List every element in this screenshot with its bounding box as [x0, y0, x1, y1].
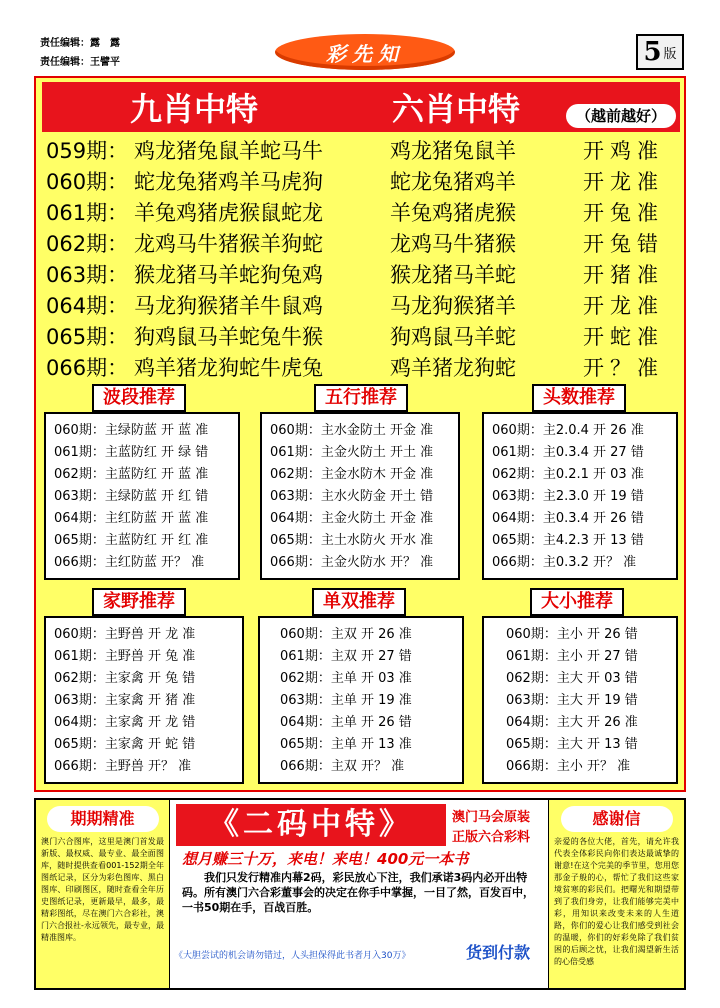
- section-row: 062期：主单 开 03 准: [280, 671, 412, 686]
- section-row: 066期：主双 开？ 准: [280, 759, 405, 774]
- page-number: [636, 34, 684, 70]
- six-zodiac-pick: 龙鸡马牛猪猴: [390, 232, 516, 256]
- section-row: 060期：主小 开 26 错: [506, 627, 638, 642]
- section-row: 065期：主蓝防红 开 红 准: [54, 533, 209, 548]
- six-zodiac-pick: 蛇龙兔猪鸡羊: [390, 170, 516, 194]
- section-box-head-number: [482, 412, 678, 580]
- section-title-head-number: 头数推荐: [532, 384, 626, 412]
- period-label: 064期：: [46, 294, 129, 318]
- advert-side-line: 正版六合彩料: [452, 830, 531, 845]
- section-box-five-elements: [260, 412, 460, 580]
- section-row: 060期：主双 开 26 准: [280, 627, 412, 642]
- section-row: 063期：主单 开 19 准: [280, 693, 412, 708]
- section-row: 062期：主金水防木 开金 准: [270, 467, 434, 482]
- section-row: 063期：主大 开 19 错: [506, 693, 638, 708]
- section-row: 060期：主野兽 开 龙 准: [54, 627, 196, 642]
- section-row: 062期：主大 开 03 错: [506, 671, 638, 686]
- nine-zodiac-pick: 马龙狗猴猪羊牛鼠鸡: [134, 294, 323, 318]
- section-row: 066期：主红防蓝 开？ 准: [54, 555, 205, 570]
- section-title-odd-even: 单双推荐: [312, 588, 406, 616]
- nine-zodiac-pick: 狗鸡鼠马羊蛇兔牛猴: [134, 325, 323, 349]
- nine-zodiac-pick: 猴龙猪马羊蛇狗兔鸡: [134, 263, 323, 287]
- section-title-big-small: 大小推荐: [530, 588, 624, 616]
- period-label: 059期：: [46, 139, 129, 163]
- section-row: 064期：主红防蓝 开 蓝 准: [54, 511, 209, 526]
- advert-slogan: 想月赚三十万，来电！来电！400元一本书: [182, 850, 469, 868]
- section-row: 062期：主蓝防红 开 蓝 准: [54, 467, 209, 482]
- cash-on-delivery: 货到付款: [466, 943, 531, 962]
- section-title-domestic-wild: 家野推荐: [92, 588, 186, 616]
- section-box-big-small: [482, 616, 678, 784]
- section-row: 064期：主0.3.4 开 26 错: [492, 511, 644, 526]
- six-zodiac-pick: 羊兔鸡猪虎猴: [390, 201, 516, 225]
- section-row: 064期：主大 开 26 准: [506, 715, 638, 730]
- section-row: 063期：主绿防蓝 开 红 错: [54, 489, 209, 504]
- section-row: 061期：主小 开 27 错: [506, 649, 638, 664]
- section-box-domestic-wild: [44, 616, 244, 784]
- left-info-panel: [36, 800, 170, 988]
- draw-result: 开蛇准: [583, 325, 664, 349]
- section-row: 065期：主4.2.3 开 13 错: [492, 533, 644, 548]
- section-box-odd-even: [258, 616, 464, 784]
- section-row: 065期：主单 开 13 准: [280, 737, 412, 752]
- section-row: 062期：主0.2.1 开 03 准: [492, 467, 644, 482]
- section-box-wave: [44, 412, 240, 580]
- section-row: 066期：主小 开？ 准: [506, 759, 631, 774]
- editor-credits: [40, 34, 120, 72]
- section-row: 060期：主绿防蓝 开 蓝 准: [54, 423, 209, 438]
- six-zodiac-title: 六肖中特: [392, 90, 521, 128]
- draw-result: 开鸡准: [583, 139, 664, 163]
- six-zodiac-pick: 猴龙猪马羊蛇: [390, 263, 516, 287]
- section-row: 062期：主家禽 开 兔 错: [54, 671, 196, 686]
- advert-title: 《二码中特》: [176, 804, 446, 846]
- editor-line: 责任编辑：王譬平: [40, 57, 120, 68]
- section-row: 066期：主野兽 开？ 准: [54, 759, 192, 774]
- six-zodiac-pick: 鸡龙猪兔鼠羊: [390, 139, 516, 163]
- section-row: 063期：主水火防金 开土 错: [270, 489, 434, 504]
- brand-logo: 彩先知: [275, 34, 455, 70]
- period-label: 061期：: [46, 201, 129, 225]
- section-row: 065期：主土水防火 开水 准: [270, 533, 434, 548]
- section-row: 061期：主金火防土 开土 准: [270, 445, 434, 460]
- nine-zodiac-pick: 羊兔鸡猪虎猴鼠蛇龙: [134, 201, 323, 225]
- section-row: 063期：主2.3.0 开 19 错: [492, 489, 644, 504]
- draw-result: 开龙准: [583, 294, 664, 318]
- draw-result: 开？准: [583, 356, 664, 380]
- period-label: 060期：: [46, 170, 129, 194]
- title-banner: [42, 82, 680, 132]
- advert-body: 我们只发行精准内幕2码，彩民放心下注，我们承诺3码内必开出特码。所有澳门六合彩董事会的决定在你手中掌握，一目了然，百发百中，一书50期在手，百战百胜。: [182, 871, 534, 914]
- section-row: 064期：主金火防土 开金 准: [270, 511, 434, 526]
- bottom-advert-area: [34, 798, 686, 990]
- draw-result: 开兔错: [583, 232, 664, 256]
- section-row: 060期：主水金防土 开金 准: [270, 423, 434, 438]
- banner-note: （越前越好）: [566, 104, 676, 128]
- section-title-wave: 波段推荐: [92, 384, 186, 412]
- section-row: 065期：主大 开 13 错: [506, 737, 638, 752]
- page-number-value: 5: [643, 37, 662, 67]
- draw-result: 开兔准: [583, 201, 664, 225]
- nine-zodiac-pick: 鸡龙猪兔鼠羊蛇马牛: [134, 139, 323, 163]
- period-label: 062期：: [46, 232, 129, 256]
- period-label: 065期：: [46, 325, 129, 349]
- nine-zodiac-pick: 龙鸡马牛猪猴羊狗蛇: [134, 232, 323, 256]
- section-row: 061期：主蓝防红 开 绿 错: [54, 445, 209, 460]
- section-row: 066期：主0.3.2 开？ 准: [492, 555, 637, 570]
- section-row: 061期：主野兽 开 兔 准: [54, 649, 196, 664]
- main-prediction-panel: [34, 76, 686, 792]
- advert-footnote: 《大胆尝试的机会请勿错过，人头担保得此书者月入30万》: [174, 951, 411, 961]
- draw-result: 开猪准: [583, 263, 664, 287]
- six-zodiac-pick: 狗鸡鼠马羊蛇: [390, 325, 516, 349]
- six-zodiac-pick: 马龙狗猴猪羊: [390, 294, 516, 318]
- page-number-unit: 版: [663, 46, 677, 62]
- period-label: 063期：: [46, 263, 129, 287]
- nine-zodiac-pick: 鸡羊猪龙狗蛇牛虎兔: [134, 356, 323, 380]
- period-label: 066期：: [46, 356, 129, 380]
- right-panel-title: 感谢信: [561, 806, 673, 832]
- nine-zodiac-title: 九肖中特: [130, 90, 259, 128]
- section-row: 064期：主家禽 开 龙 错: [54, 715, 196, 730]
- section-row: 064期：主单 开 26 错: [280, 715, 412, 730]
- section-row: 061期：主双 开 27 错: [280, 649, 412, 664]
- right-panel-text: 亲爱的各位大佬，首先，请允许我代表全体彩民向你们表达最诚挚的谢意!在这个完美的季节里，您用您那金子般的心，帮忙了我们这些家境贫寒的彩民们。把曙光和期望带到了我们身旁，让我们能够完美中彩，用知识来改变未来的人生道路，你们的爱心让我们感受到社会的温暖，你们的好彩免除了我们贫困的后顾之忧，让我们渴望新生活的心倍受感: [554, 837, 679, 966]
- advert-side-line: 澳门马会原装: [452, 810, 531, 825]
- draw-result: 开龙准: [583, 170, 664, 194]
- section-row: 065期：主家禽 开 蛇 错: [54, 737, 196, 752]
- editor-line: 责任编辑：露 露: [40, 38, 120, 49]
- section-row: 063期：主家禽 开 猪 准: [54, 693, 196, 708]
- left-panel-text: 澳门六合图库，这里是澳门首发最新版、最权威、最专业、最全面图库，随时提供查看001-152期全年图纸记录，区分为彩色图库、黑白图库、印刷图区，随时查看全年历史图纸记录，更新最早，最多，最精彩图纸，尽在澳门六合彩社，澳门六合报社-永远领先，最专业，最精准图库。: [41, 837, 164, 942]
- section-row: 066期：主金火防水 开？ 准: [270, 555, 434, 570]
- six-zodiac-pick: 鸡羊猪龙狗蛇: [390, 356, 516, 380]
- left-panel-title: 期期精准: [47, 806, 159, 832]
- section-row: 061期：主0.3.4 开 27 错: [492, 445, 644, 460]
- center-advert: [172, 800, 546, 988]
- section-row: 060期：主2.0.4 开 26 准: [492, 423, 644, 438]
- section-title-five-elements: 五行推荐: [314, 384, 408, 412]
- right-letter-panel: [548, 800, 684, 988]
- nine-zodiac-pick: 蛇龙兔猪鸡羊马虎狗: [134, 170, 323, 194]
